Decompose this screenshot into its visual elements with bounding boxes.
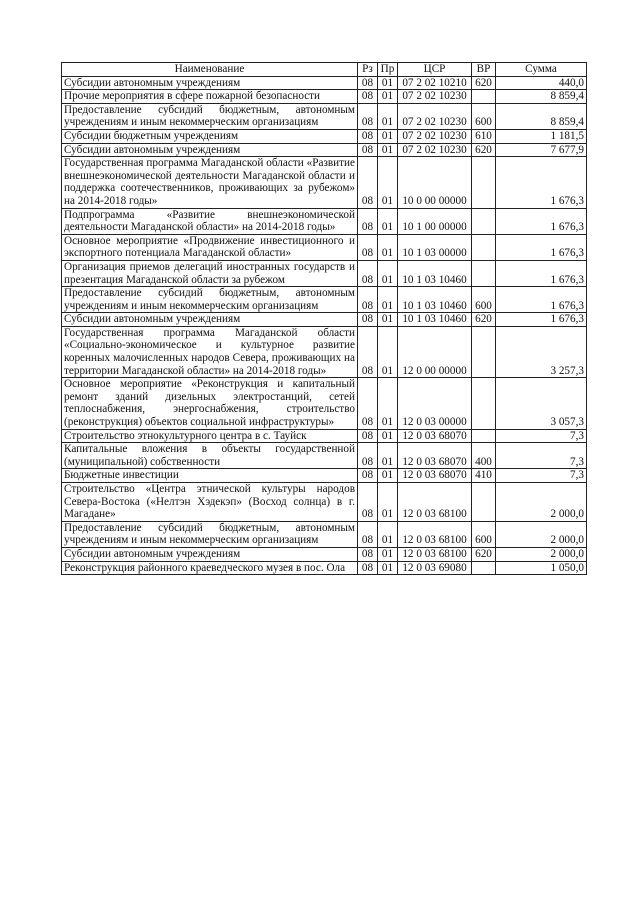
row-pr: 01 [378,521,398,547]
table-row [62,469,587,483]
row-name: Строительство «Центра этнической культуры народов Севера-Востока («Нелтэн Хэдекэп» (Восход солнца) в г. Магадане» [62,483,358,522]
row-rz: 08 [358,561,378,575]
table-row [62,103,587,129]
row-vr: 620 [472,547,496,561]
row-rz: 08 [358,157,378,208]
row-rz: 08 [358,313,378,327]
table-row [62,287,587,313]
table-row [62,76,587,90]
row-rz: 08 [358,521,378,547]
row-csr: 10 1 03 10460 [398,313,472,327]
table-row [62,208,587,234]
row-name: Прочие мероприятия в сфере пожарной безопасности [62,90,358,104]
row-vr [472,561,496,575]
row-rz: 08 [358,234,378,260]
row-rz: 08 [358,103,378,129]
header-name: Наименование [62,63,358,77]
row-rz: 08 [358,378,378,429]
row-rz: 08 [358,129,378,143]
table-row [62,313,587,327]
row-sum: 7 677,9 [496,143,587,157]
row-sum: 440,0 [496,76,587,90]
row-sum: 1 676,3 [496,208,587,234]
row-sum: 8 859,4 [496,103,587,129]
row-rz: 08 [358,483,378,522]
row-rz: 08 [358,326,378,377]
row-csr: 07 2 02 10230 [398,103,472,129]
row-name: Подпрограмма «Развитие внешнеэкономической деятельности Магаданской области» на 2014-2018 годы» [62,208,358,234]
row-vr [472,157,496,208]
row-sum: 2 000,0 [496,483,587,522]
row-pr: 01 [378,76,398,90]
row-pr: 01 [378,326,398,377]
row-vr [472,208,496,234]
row-name: Субсидии автономным учреждениям [62,76,358,90]
row-csr: 12 0 03 69080 [398,561,472,575]
table-row [62,260,587,286]
row-vr [472,326,496,377]
table-row [62,90,587,104]
row-rz: 08 [358,469,378,483]
row-csr: 12 0 03 68100 [398,483,472,522]
row-rz: 08 [358,90,378,104]
row-vr: 610 [472,129,496,143]
row-sum: 1 676,3 [496,260,587,286]
row-name: Субсидии автономным учреждениям [62,143,358,157]
row-csr: 07 2 02 10230 [398,143,472,157]
row-vr: 600 [472,521,496,547]
row-csr: 12 0 03 68070 [398,429,472,443]
row-name: Строительство этнокультурного центра в с. Тауйск [62,429,358,443]
row-sum: 1 676,3 [496,287,587,313]
table-row [62,326,587,377]
row-csr: 07 2 02 10230 [398,90,472,104]
row-pr: 01 [378,143,398,157]
row-csr: 12 0 03 68070 [398,469,472,483]
row-csr: 07 2 02 10210 [398,76,472,90]
row-csr: 12 0 03 68100 [398,547,472,561]
row-pr: 01 [378,90,398,104]
row-sum: 8 859,4 [496,90,587,104]
row-name: Предоставление субсидий бюджетным, автономным учреждениям и иным некоммерческим организациям [62,103,358,129]
row-csr: 10 1 03 00000 [398,234,472,260]
table-row [62,429,587,443]
table-row [62,143,587,157]
row-rz: 08 [358,76,378,90]
row-csr: 10 1 03 10460 [398,287,472,313]
row-pr: 01 [378,103,398,129]
row-pr: 01 [378,561,398,575]
row-pr: 01 [378,234,398,260]
row-name: Реконструкция районного краеведческого музея в пос. Ола [62,561,358,575]
row-vr: 620 [472,313,496,327]
row-csr: 10 1 00 00000 [398,208,472,234]
row-sum: 1 050,0 [496,561,587,575]
row-pr: 01 [378,260,398,286]
row-name: Бюджетные инвестиции [62,469,358,483]
row-csr: 12 0 03 00000 [398,378,472,429]
row-sum: 3 057,3 [496,378,587,429]
row-vr: 600 [472,103,496,129]
row-csr: 10 0 00 00000 [398,157,472,208]
table-row [62,234,587,260]
row-sum: 1 676,3 [496,313,587,327]
row-vr: 620 [472,143,496,157]
row-sum: 7,3 [496,443,587,469]
row-rz: 08 [358,260,378,286]
row-name: Предоставление субсидий бюджетным, автономным учреждениям и иным некоммерческим организациям [62,287,358,313]
row-pr: 01 [378,469,398,483]
row-pr: 01 [378,443,398,469]
row-sum: 2 000,0 [496,521,587,547]
row-pr: 01 [378,429,398,443]
row-pr: 01 [378,547,398,561]
row-sum: 1 676,3 [496,234,587,260]
table-row [62,129,587,143]
row-pr: 01 [378,129,398,143]
row-name: Субсидии бюджетным учреждениям [62,129,358,143]
row-rz: 08 [358,429,378,443]
row-sum: 7,3 [496,429,587,443]
header-sum: Сумма [496,63,587,77]
row-name: Капитальные вложения в объекты государственной (муниципальной) собственности [62,443,358,469]
table-row [62,547,587,561]
row-rz: 08 [358,443,378,469]
row-sum: 2 000,0 [496,547,587,561]
row-vr: 400 [472,443,496,469]
row-csr: 12 0 03 68070 [398,443,472,469]
row-vr: 600 [472,287,496,313]
budget-table [61,62,587,575]
row-name: Субсидии автономным учреждениям [62,313,358,327]
row-vr: 620 [472,76,496,90]
table-row [62,521,587,547]
row-vr: 410 [472,469,496,483]
row-name: Государственная программа Магаданской области «Социально-экономическое и культурное развитие коренных малочисленных народов Севера, проживающих на территории Магаданской области» на 2014-2018 годы» [62,326,358,377]
row-vr [472,378,496,429]
row-vr [472,429,496,443]
row-sum: 1 181,5 [496,129,587,143]
row-csr: 12 0 00 00000 [398,326,472,377]
row-vr [472,90,496,104]
row-name: Основное мероприятие «Продвижение инвестиционного и экспортного потенциала Магаданской области» [62,234,358,260]
row-pr: 01 [378,157,398,208]
row-pr: 01 [378,208,398,234]
table-row [62,443,587,469]
row-rz: 08 [358,547,378,561]
row-name: Предоставление субсидий бюджетным, автономным учреждениям и иным некоммерческим организациям [62,521,358,547]
table-row [62,378,587,429]
row-sum: 7,3 [496,469,587,483]
row-csr: 10 1 03 10460 [398,260,472,286]
row-pr: 01 [378,313,398,327]
row-rz: 08 [358,287,378,313]
row-pr: 01 [378,483,398,522]
table-body [62,76,587,575]
row-rz: 08 [358,143,378,157]
header-pr: Пр [378,63,398,77]
row-vr [472,234,496,260]
table-row [62,561,587,575]
row-csr: 12 0 03 68100 [398,521,472,547]
row-rz: 08 [358,208,378,234]
row-sum: 1 676,3 [496,157,587,208]
table-header-row [62,63,587,77]
row-pr: 01 [378,378,398,429]
header-vr: ВР [472,63,496,77]
row-csr: 07 2 02 10230 [398,129,472,143]
header-rz: Рз [358,63,378,77]
row-name: Организация приемов делегаций иностранных государств и презентация Магаданской области за рубежом [62,260,358,286]
table-row [62,157,587,208]
table-row [62,483,587,522]
row-name: Основное мероприятие «Реконструкция и капитальный ремонт зданий дизельных электростанций, сетей теплоснабжения, энергоснабжения, строительство (реконструкция) объектов социальной инфраструктуры» [62,378,358,429]
header-csr: ЦСР [398,63,472,77]
row-vr [472,483,496,522]
row-sum: 3 257,3 [496,326,587,377]
row-vr [472,260,496,286]
row-name: Государственная программа Магаданской области «Развитие внешнеэкономической деятельности Магаданской области и поддержка соотечественников, проживающих за рубежом» на 2014-2018 годы» [62,157,358,208]
row-pr: 01 [378,287,398,313]
row-name: Субсидии автономным учреждениям [62,547,358,561]
